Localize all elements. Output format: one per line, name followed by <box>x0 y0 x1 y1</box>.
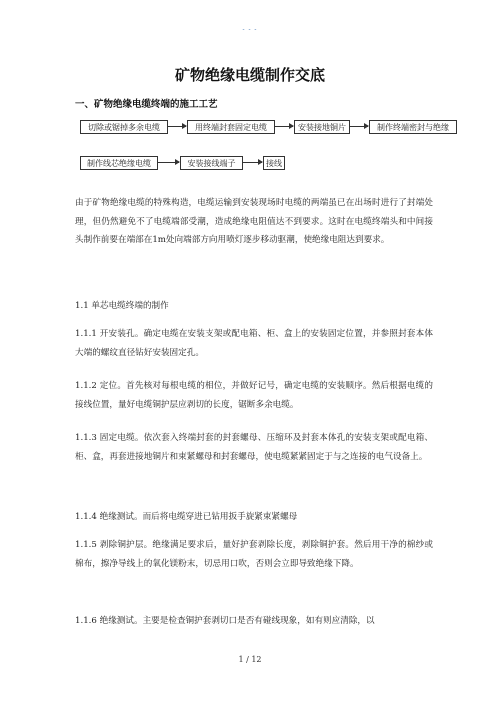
body-paragraph: 1.1.6 绝缘测试。主要是检查铜护套剥切口是否有碰线现象，如有则应清除，以 <box>75 616 375 626</box>
document-title: 矿物绝缘电缆制作交底 <box>174 66 325 84</box>
body-paragraph: 1.1.3 固定电缆。依次套入终端封套的封套螺母、压缩环及封套本体孔的安装支架或配电箱、柜、盒，再套进接地铜片和束紧螺母和封套螺母，使电缆紧紧固定于与之连接的电气设备上。 <box>75 433 433 462</box>
flow-step-box: 切除或锯掉多余电缆 <box>80 120 168 134</box>
intro-paragraph: 由于矿物绝缘电缆的特殊构造，电缆运输到安装现场时电缆的两端虽已在出场时进行了封端处理，但仍然避免不了电缆端部受潮，造成绝缘电阻值达不到要求。这时在电缆终端头和中间接头制作前要在端部在1m处向端部方向用喷灯逐步移动驱潮，使绝缘电阻达到要求。 <box>75 198 433 245</box>
page-header-mark: - - - <box>242 26 258 33</box>
flow-step-box: 制作线芯绝缘电缆 <box>80 156 158 170</box>
flow-step-box: 用终端封套固定电缆 <box>187 120 275 134</box>
flow-step-box: 安装接线端子 <box>180 156 243 170</box>
flow-arrow <box>350 126 368 127</box>
flow-step-box: 接线 <box>263 156 285 170</box>
flow-arrow <box>275 126 293 127</box>
flow-arrow <box>243 162 262 163</box>
flow-arrow <box>158 162 179 163</box>
body-paragraph: 1.1.5 剥除铜护层。绝缘满足要求后，量好护套剥除长度，剥除铜护套。然后用干净的棉纱或棉布，擦净导线上的氧化镁粉末，切忌用口吹，否则会立即导致绝缘下降。 <box>75 540 433 569</box>
page-number: 1 / 12 <box>238 655 262 664</box>
flowchart-row-1 <box>0 120 500 136</box>
body-paragraph: 1.1.4 绝缘测试。而后将电缆穿进已钻用扳手旋紧束紧螺母 <box>75 512 298 522</box>
flow-arrow <box>168 126 186 127</box>
flow-step-box: 安装接地铜片 <box>294 120 350 134</box>
section-heading: 一、矿物绝缘电缆终端的施工工艺 <box>75 99 218 110</box>
flowchart-row-2 <box>0 156 500 172</box>
flow-step-box: 制作终端密封与绝缘 <box>369 120 457 134</box>
subsection-heading: 1.1 单芯电缆终端的制作 <box>75 301 169 311</box>
body-paragraph: 1.1.1 开安装孔。确定电缆在安装支架或配电箱、柜、盒上的安装固定位置，并参照封套本体大端的螺纹直径钻好安装固定孔。 <box>75 329 433 358</box>
body-paragraph: 1.1.2 定位。首先核对每根电缆的相位，并做好记号，确定电缆的安装顺序。然后根据电缆的接线位置，量好电缆铜护层应剥切的长度，锯断多余电缆。 <box>75 381 433 410</box>
